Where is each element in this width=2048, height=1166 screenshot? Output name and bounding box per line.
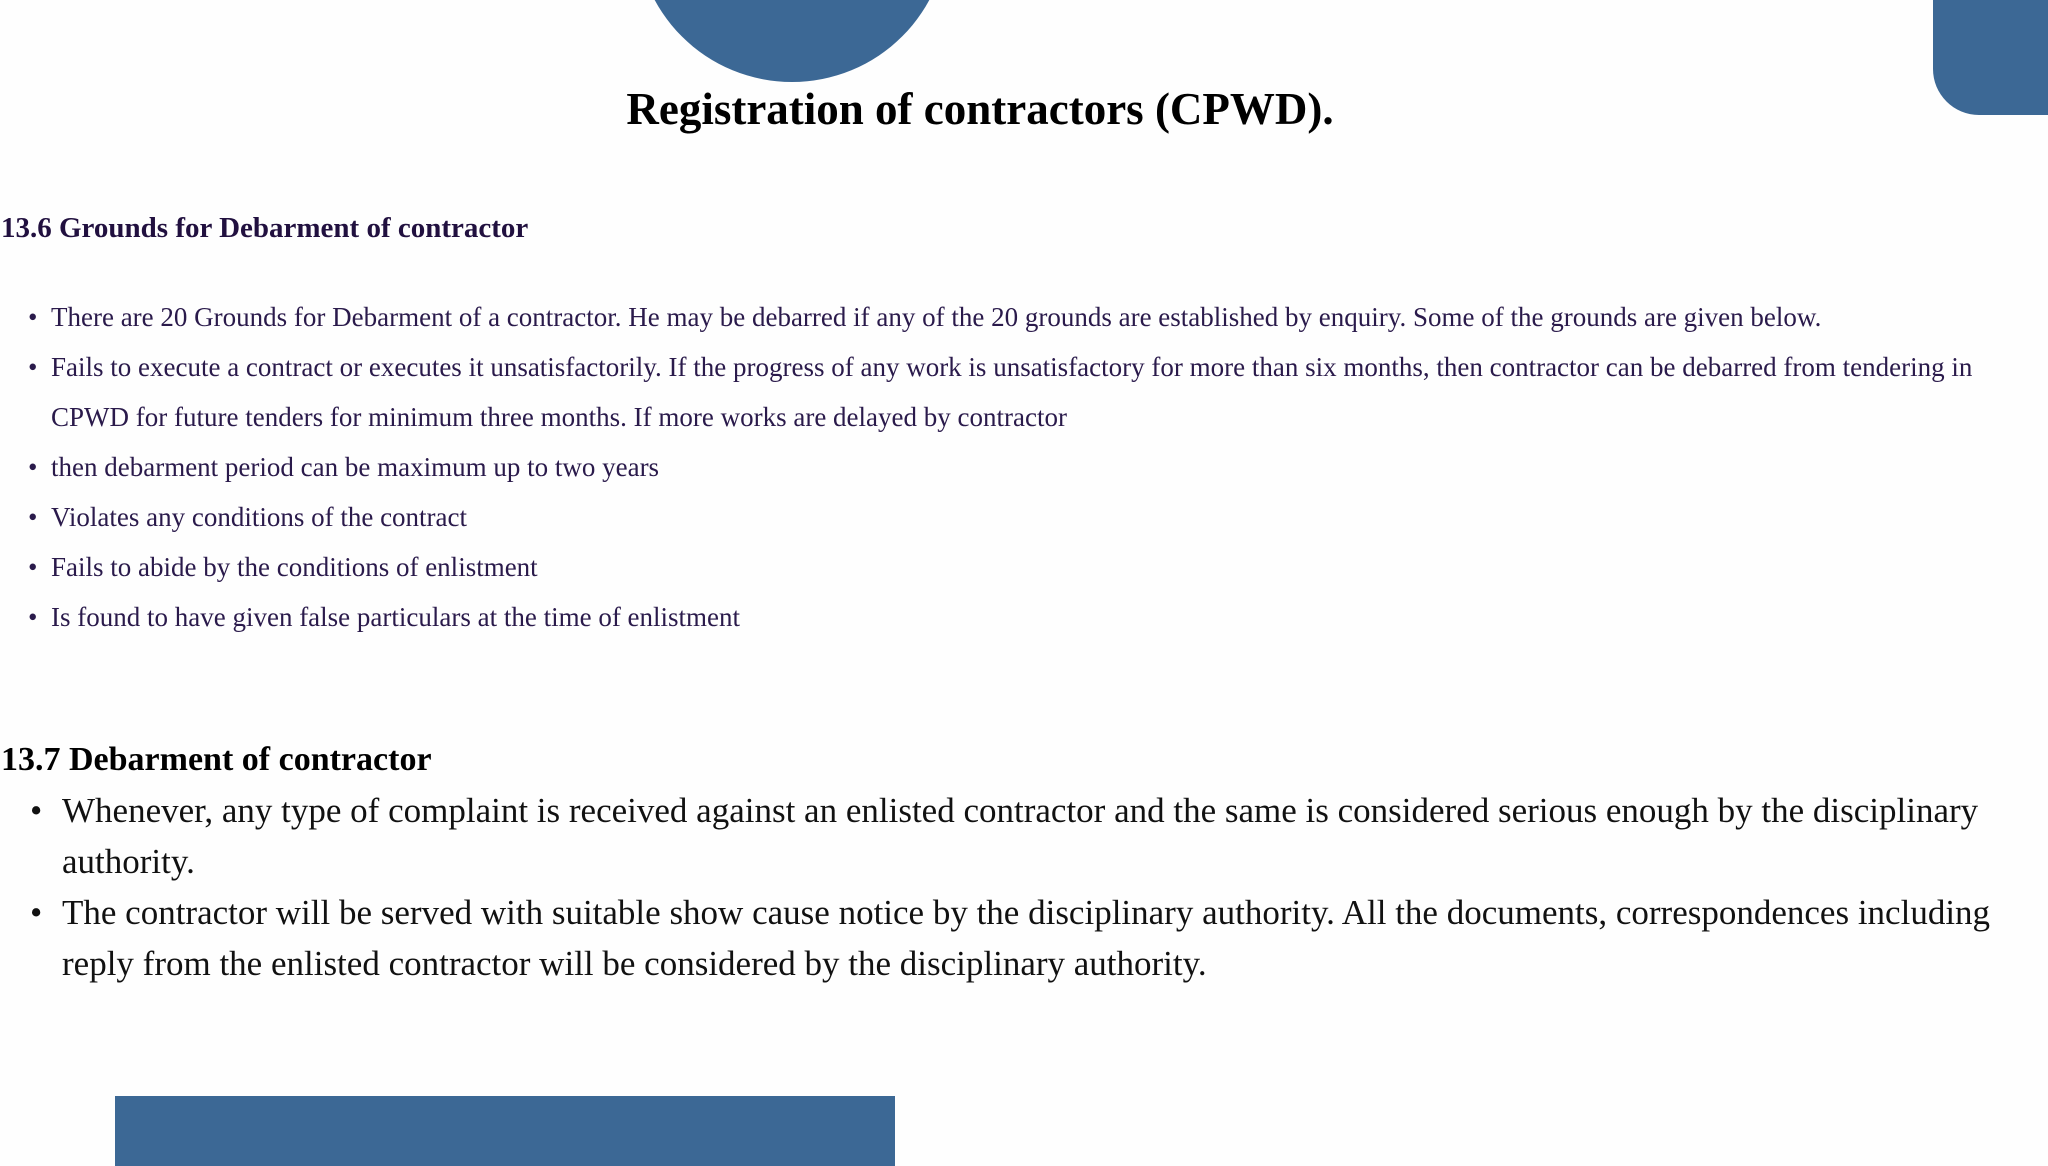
section-heading-13-7: 13.7 Debarment of contractor — [1, 741, 432, 778]
bullet-item: • Is found to have given false particulars at the time of enlistment — [51, 592, 2026, 642]
bullet-item: • then debarment period can be maximum up to two years — [51, 442, 2026, 492]
bullet-item: • Fails to execute a contract or executes it unsatisfactorily. If the progress of any work is unsatisfactory for more than six months, then contractor can be debarred from tendering in CPWD for future tenders for minimum three months. If more works are delayed by contractor — [51, 342, 2026, 442]
bullet-item: • The contractor will be served with suitable show cause notice by the disciplinary authority. All the documents, correspondences including reply from the enlisted contractor will be considered by the disciplinary authority. — [62, 887, 1992, 989]
bullet-item: • Whenever, any type of complaint is received against an enlisted contractor and the same is considered serious enough by the disciplinary authority. — [62, 785, 1992, 887]
decorative-circle-top — [636, 0, 948, 82]
bullet-item: • There are 20 Grounds for Debarment of a contractor. He may be debarred if any of the 20 grounds are established by enquiry. Some of the grounds are given below. — [51, 292, 2026, 342]
debarment-bullet-list — [62, 785, 1992, 989]
section-heading-13-6: 13.6 Grounds for Debarment of contractor — [1, 212, 529, 244]
decorative-bottom-bar — [115, 1096, 895, 1166]
slide-title: Registration of contractors (CPWD). — [626, 84, 1334, 134]
bullet-item: • Violates any conditions of the contract — [51, 492, 2026, 542]
grounds-bullet-list — [51, 292, 2026, 642]
bullet-item: • Fails to abide by the conditions of enlistment — [51, 542, 2026, 592]
